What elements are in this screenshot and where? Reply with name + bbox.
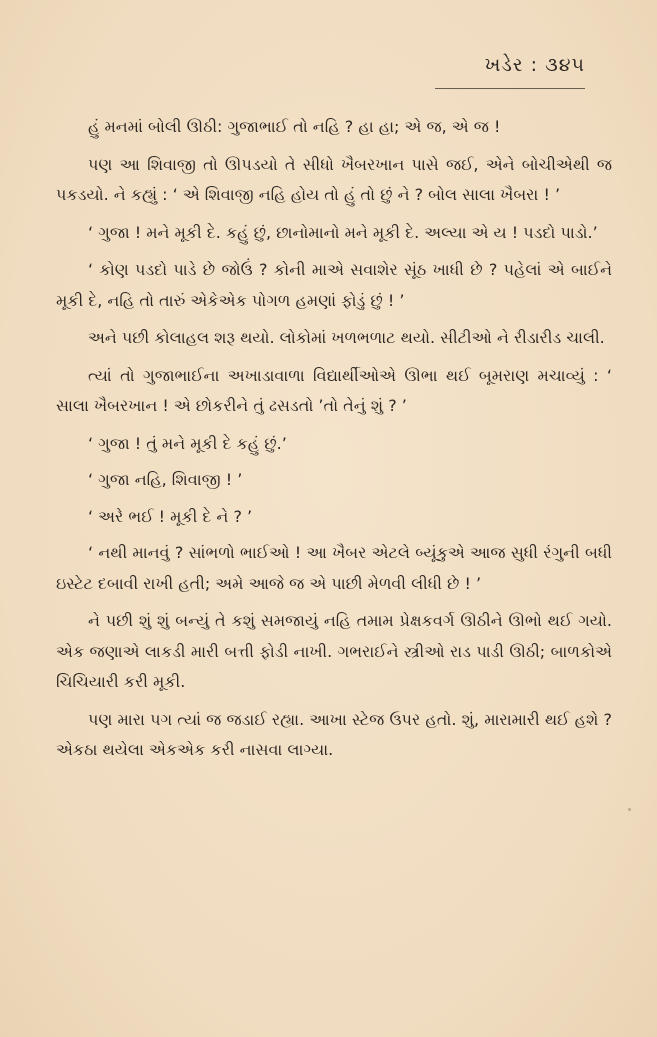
page-header	[395, 54, 585, 89]
paragraph-3: ‘ ગુજા ! મને મૂકી દે. કહું છું, છાનોમાનો મને મૂકી દે. અલ્યા એ ય ! પડદો પાડો.’	[88, 222, 598, 242]
dialog-line-2: ‘ ગુજા નહિ, શિવાજી ! ’	[88, 470, 243, 489]
dialog-line-3: ‘ અરે ભઈ ! મૂકી દે ને ? ’	[88, 506, 253, 526]
paragraph-9: પણ મારા પગ ત્યાં જ જડાઈ રહ્યા. આખા સ્ટેજ ઉપર હતો. શું, મારામારી થઈ હશે ? એકઠા થયેલા એકએક કરી નાસવા લાગ્યા.	[56, 709, 612, 759]
paragraph-1: હું મનમાં બોલી ઊઠી: ગુજાભાઈ તો નહિ ? હા હા; એ જ, એ જ !	[88, 117, 501, 136]
paper-speck	[628, 808, 631, 811]
paragraph-4: ‘ કોણ પડદો પાડે છે જોઉં ? કોની માએ સવાશેર સૂંઠ ખાધી છે ? પહેલાં એ બાઈને મૂકી દે, નહિ તો તારું એકેએક પોગળ હમણાં ફોડું છું ! ’	[56, 260, 612, 310]
paragraph-5: અને પછી કોલાહલ શરૂ થયો. લોકોમાં ખળભળાટ થયો. સીટીઓ ને રીડારીડ ચાલી.	[88, 328, 605, 347]
dialog-line-1: ‘ ગુજા ! તું મને મૂકી દે કહું છું.’	[88, 433, 287, 453]
paragraph-7: ‘ નથી માનવું ? સાંભળો ભાઈઓ ! આ ખૈબર એટલે બ્યૂંકુએ આજ સુધી રંગુની બધી ઇસ્ટેટ દબાવી રાખી હતી; અમે આજે જ એ પાછી મેળવી લીધી છે ! ’	[56, 543, 612, 593]
paragraph-6: ત્યાં તો ગુજાભાઈના અખાડાવાળા વિદ્યાર્થીઓએ ઊભા થઈ બૂમરાણ મચાવ્યું : ‘ સાલા ખૈબરખાન ! એ છોકરીને તું ઢસડતો ’તો તેનું શું ? ’	[56, 365, 612, 415]
header-rule	[435, 88, 585, 89]
running-title: ખડેર : ૩૪૫	[484, 54, 585, 76]
paragraph-2: પણ આ શિવાજી તો ઊપડયો તે સીધો ખૈબરખાન પાસે જઈ, એને બોચીએથી જ પકડયો. ને કહ્યું : ‘ એ શિવાજી નહિ હોય તો હું તો છું ને ? બોલ સાલા ખૈબરા ! ’	[56, 154, 612, 204]
body-text	[56, 112, 612, 773]
paragraph-8: ને પછી શું શું બન્યું તે કશું સમજાયું નહિ તમામ પ્રેક્ષકવર્ગ ઊઠીને ઊભો થઈ ગયો. એક જણાએ લાકડી મારી બત્તી ફોડી નાખી. ગભરાઈને સ્ત્રીઓ રાડ પાડી ઊઠી; બાળકોએ ચિચિયારી કરી મૂકી.	[56, 611, 612, 691]
